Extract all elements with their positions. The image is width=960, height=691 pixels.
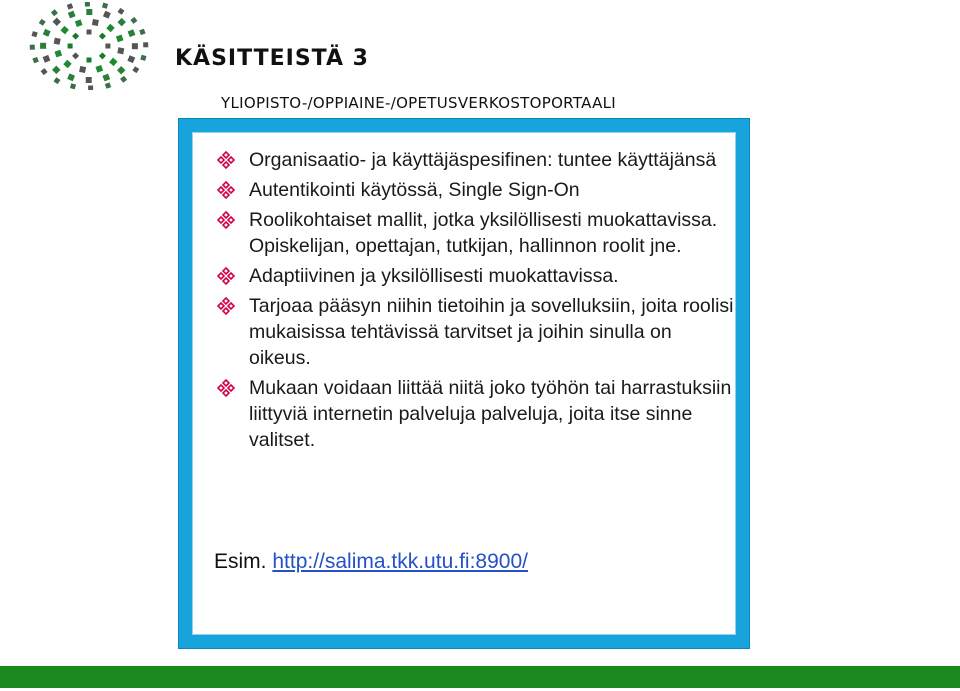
logo-square xyxy=(60,26,68,34)
logo-square xyxy=(40,43,46,49)
diamond-bullet-icon xyxy=(216,210,236,230)
list-item-text: Tarjoaa pääsyn niihin tietoihin ja sovelluksiin, joita roolisi mukaisissa tehtävissä tarvitset ja joihin sinulla on oikeus. xyxy=(249,295,734,369)
logo-square xyxy=(51,9,58,16)
logo-square xyxy=(95,65,103,73)
logo-square xyxy=(117,66,125,74)
bullet-list xyxy=(216,147,736,457)
logo-square xyxy=(130,17,137,24)
logo-square xyxy=(68,11,76,19)
logo-square xyxy=(39,19,46,26)
logo-square xyxy=(99,33,106,40)
list-item-text: Adaptiivinen ja yksilöllisesti muokattavissa. xyxy=(249,265,619,287)
logo-square xyxy=(70,83,76,89)
logo-square xyxy=(54,77,61,84)
logo-square xyxy=(132,43,138,49)
logo-square xyxy=(102,3,108,9)
logo-square xyxy=(32,31,38,37)
logo-square xyxy=(85,2,90,7)
logo-square xyxy=(87,30,92,35)
logo-square xyxy=(116,35,124,43)
logo-square xyxy=(67,73,75,81)
logo-square xyxy=(30,45,35,50)
example-line xyxy=(214,550,528,574)
logo-square xyxy=(117,18,125,26)
logo-square xyxy=(140,55,146,61)
university-logo xyxy=(28,2,150,90)
logo-square xyxy=(54,50,62,58)
logo-square xyxy=(52,66,60,74)
logo-square xyxy=(117,47,124,54)
logo-square xyxy=(132,66,139,73)
logo-square xyxy=(67,3,73,9)
logo-square xyxy=(75,19,83,27)
logo-square xyxy=(118,8,125,15)
logo-square xyxy=(86,77,92,83)
logo-square xyxy=(43,29,51,37)
list-item-text: Autentikointi käytössä, Single Sign-On xyxy=(249,179,580,201)
logo-square xyxy=(105,82,111,88)
logo-square xyxy=(68,44,73,49)
logo-square xyxy=(105,44,110,49)
logo-square xyxy=(102,74,110,82)
footer-bar xyxy=(0,666,960,688)
logo-square xyxy=(63,60,71,68)
logo-square xyxy=(106,24,114,32)
page-title: KÄSITTEISTÄ 3 xyxy=(175,46,369,71)
diamond-bullet-icon xyxy=(216,180,236,200)
logo-square xyxy=(32,57,38,63)
logo-square xyxy=(53,18,61,26)
page-subtitle: YLIOPISTO-/OPPIAINE-/OPETUSVERKOSTOPORTAALI xyxy=(221,94,617,112)
logo-square xyxy=(87,58,92,63)
list-item-text: Mukaan voidaan liittää niitä joko työhön tai harrastuksiin liittyviä internetin palveluja palveluja, joita itse sinne valitset. xyxy=(249,377,732,451)
list-item xyxy=(216,375,736,453)
list-item xyxy=(216,147,736,173)
diamond-bullet-icon xyxy=(216,378,236,398)
logo-square xyxy=(127,55,135,63)
diamond-bullet-icon xyxy=(216,150,236,170)
list-item xyxy=(216,263,736,289)
list-item xyxy=(216,293,736,371)
logo-square xyxy=(143,42,148,47)
logo-square xyxy=(109,58,117,66)
logo-square xyxy=(120,76,127,83)
logo-square xyxy=(43,55,51,63)
diamond-bullet-icon xyxy=(216,266,236,286)
diamond-bullet-icon xyxy=(216,296,236,316)
list-item xyxy=(216,207,736,259)
logo-square xyxy=(54,38,61,45)
example-link[interactable]: http://salima.tkk.utu.fi:8900/ xyxy=(272,550,528,573)
logo-square xyxy=(139,29,145,35)
logo-square xyxy=(79,66,86,73)
list-item-text: Roolikohtaiset mallit, jotka yksilöllisesti muokattavissa. Opiskelijan, opettajan, tutkijan, hallinnon roolit jne. xyxy=(249,209,718,257)
list-item-text: Organisaatio- ja käyttäjäspesifinen: tuntee käyttäjänsä xyxy=(249,149,717,171)
logo-square xyxy=(128,29,136,37)
logo-square xyxy=(99,52,106,59)
logo-square xyxy=(92,19,99,26)
logo-square xyxy=(103,11,111,19)
logo-square xyxy=(88,85,93,90)
logo-square xyxy=(86,9,92,15)
example-label: Esim. xyxy=(214,550,267,573)
logo-square xyxy=(72,52,79,59)
logo-square xyxy=(72,33,79,40)
logo-square xyxy=(41,68,48,75)
list-item xyxy=(216,177,736,203)
